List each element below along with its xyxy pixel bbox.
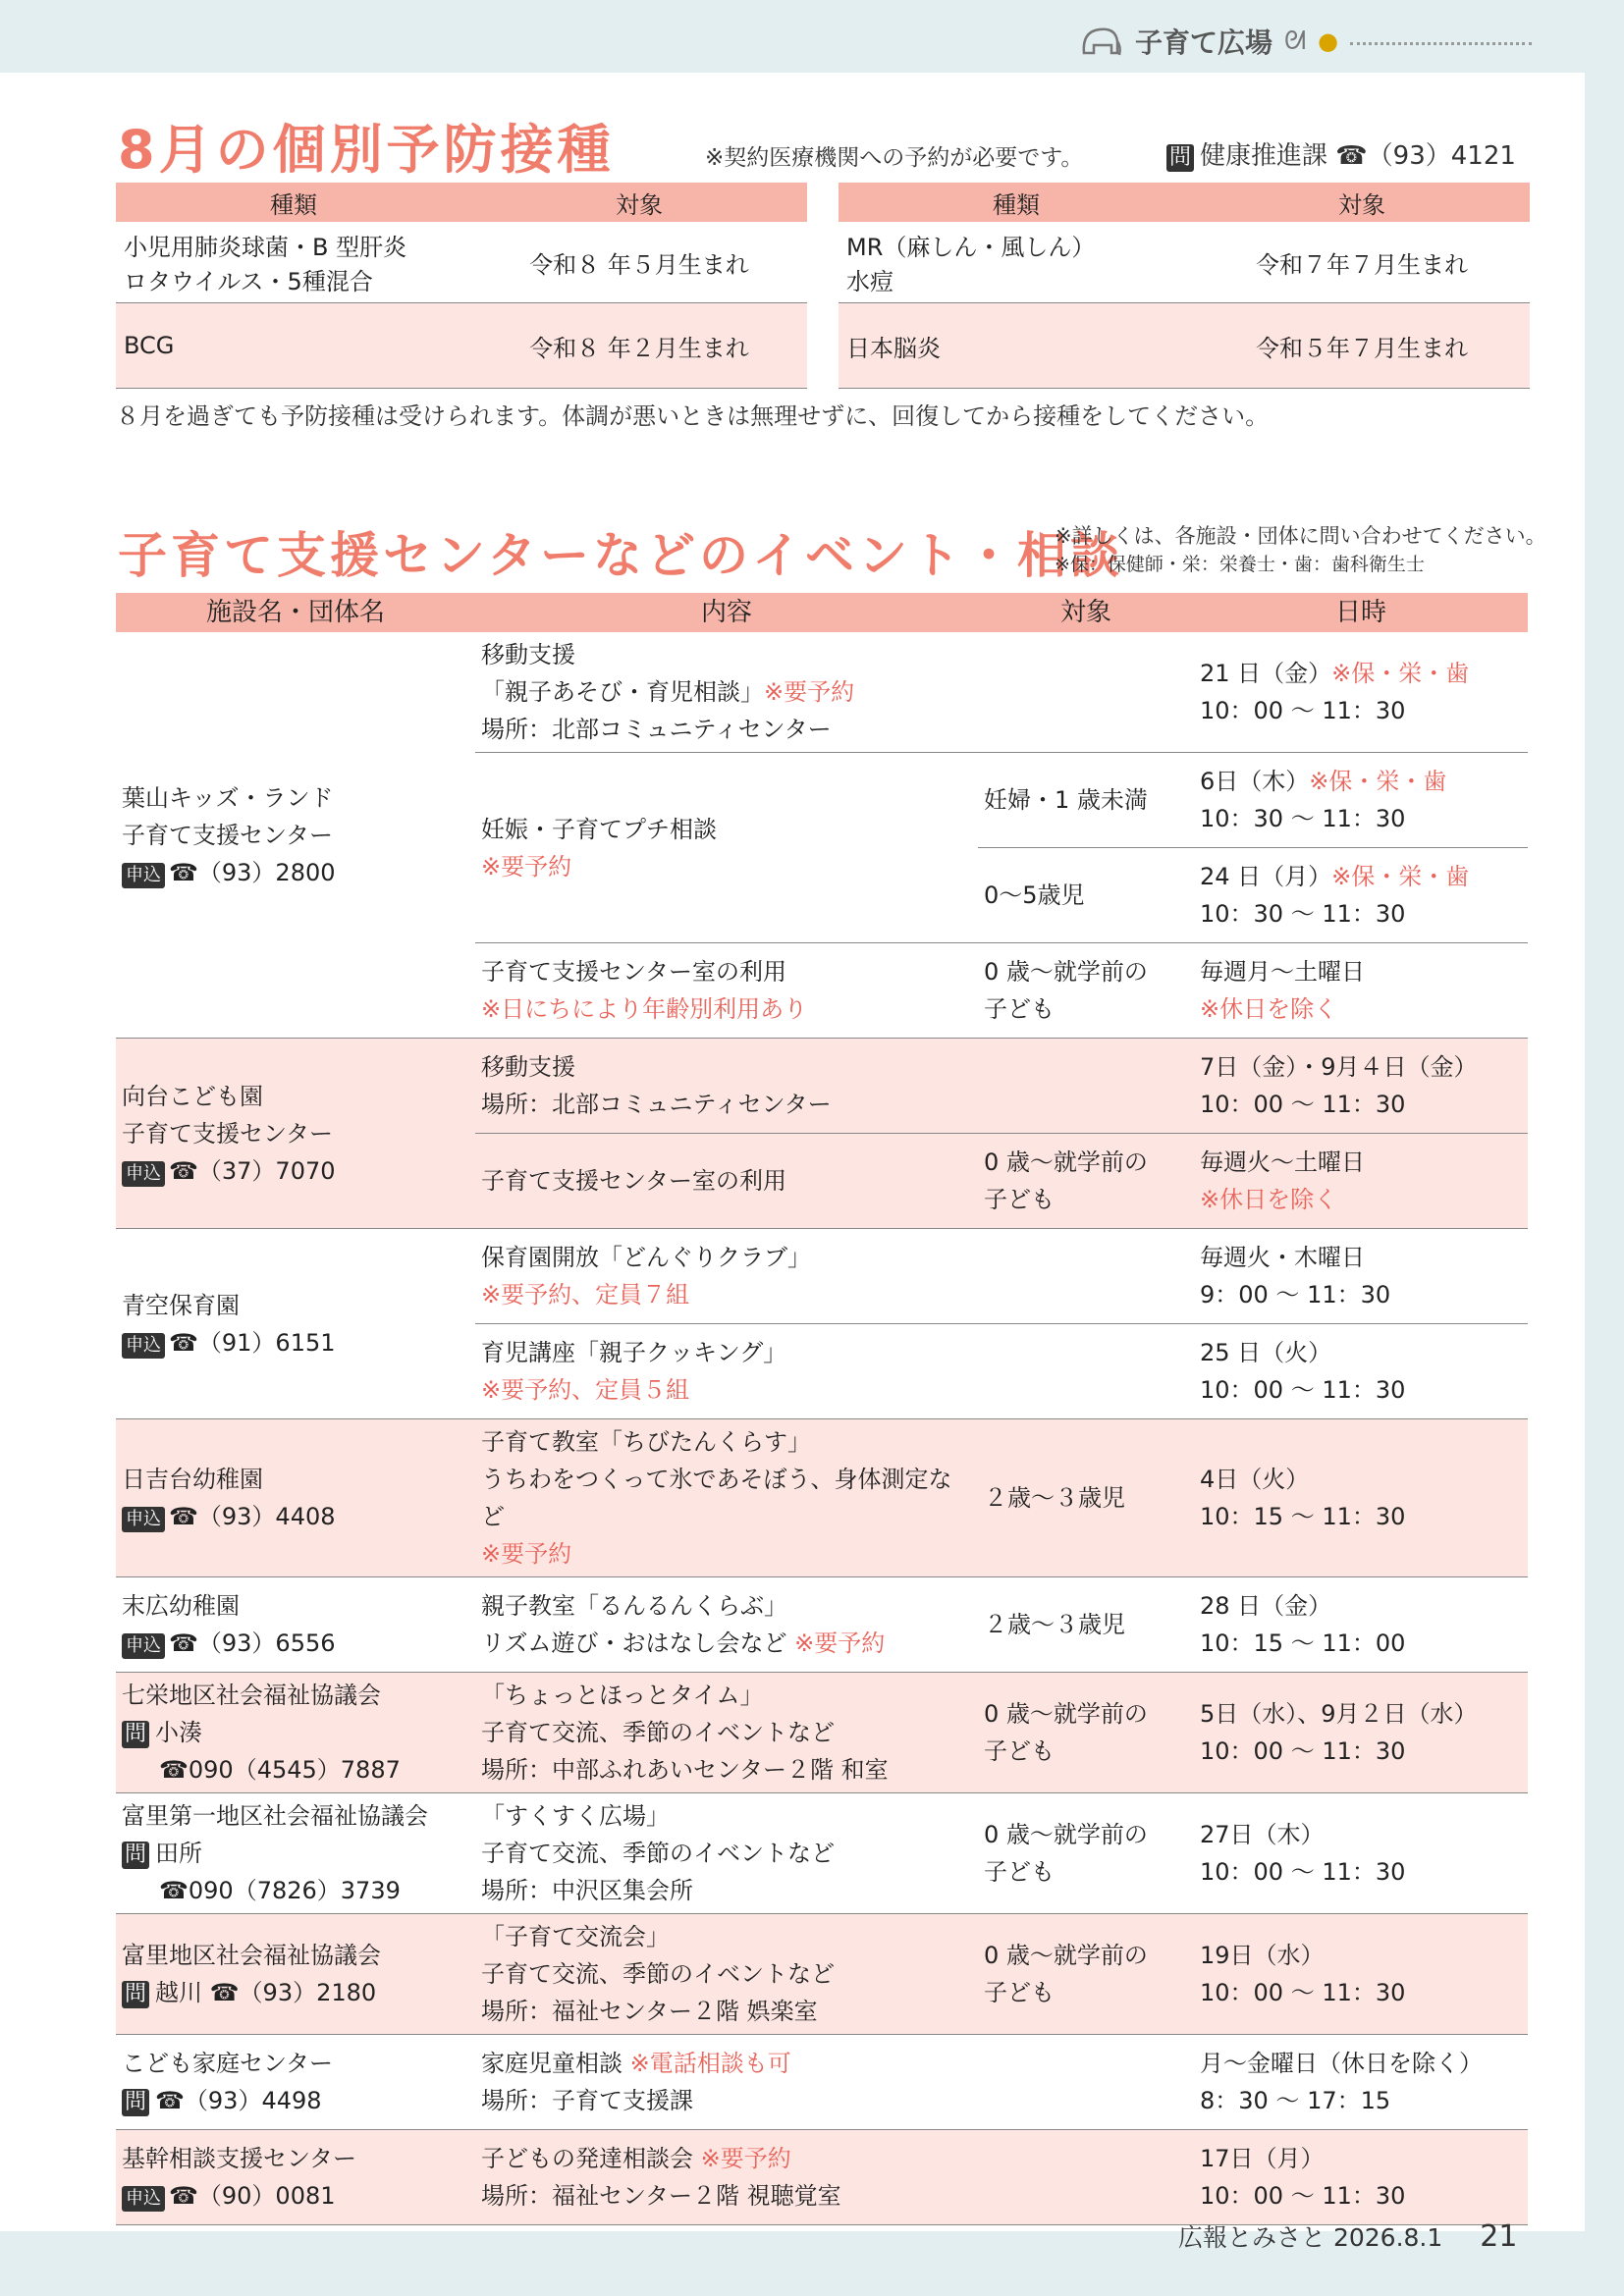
events-table [116,593,1528,2225]
table-row [839,303,1530,389]
target-cell: 0 歳〜就学前の 子ども [978,1914,1194,2035]
target-cell: 0〜5歳児 [978,848,1194,943]
datetime-cell: 7日（金）・9月４日（金） 10：00 〜 11：30 [1194,1039,1528,1134]
content-cell: 移動支援 場所：北部コミュニティセンター [475,1039,978,1134]
target-cell [978,1039,1194,1134]
vaccination-contact [1166,135,1516,172]
vaccination-title: 8月の個別予防接種 [118,119,615,181]
target-cell: 0 歳〜就学前の 子ども [978,1134,1194,1229]
table-row [116,1039,1528,1134]
datetime-cell: 27日（木） 10：00 〜 11：30 [1194,1793,1528,1914]
datetime-cell: 21 日（金）※保・栄・歯 10：00 〜 11：30 [1194,632,1528,753]
content-cell: 子どもの発達相談会 ※要予約 場所：福祉センター２階 視聴覚室 [475,2130,978,2225]
content-cell: 移動支援 「親子あそび・育児相談」※要予約 場所：北部コミュニティセンター [475,632,978,753]
bee-icon: ● [1318,27,1339,55]
datetime-cell: 毎週火〜土曜日 ※休日を除く [1194,1134,1528,1229]
vaccine-target: 令和７年７月生まれ [1194,222,1530,303]
vaccine-target: 令和８ 年２月生まれ [471,303,807,389]
datetime-cell: 月〜金曜日（休日を除く） 8：30 〜 17：15 [1194,2035,1528,2130]
content-cell: 「すくすく広場」 子育て交流、季節のイベントなど 場所：中沢区集会所 [475,1793,978,1914]
inquiry-badge: 問 [122,1721,149,1748]
table-row [116,303,807,389]
datetime-cell: 毎週月〜土曜日 ※休日を除く [1194,943,1528,1039]
apply-badge: 申込 [122,2186,165,2212]
target-cell: 0 歳〜就学前の 子ども [978,1673,1194,1793]
datetime-cell: 28 日（金） 10：15 〜 11：00 [1194,1577,1528,1673]
facility-cell: 青空保育園 申込 ☎（91）6151 [116,1229,475,1419]
content-cell: 妊娠・子育てプチ相談 ※要予約 [475,753,978,943]
vaccination-footnote: ８月を過ぎても予防接種は受けられます。体調が悪いときは無理せずに、回復してから接種をしてください。 [116,402,1270,430]
vaccine-type: 小児用肺炎球菌・B 型肝炎 ロタウイルス・5種混合 [116,222,471,303]
inquiry-badge: 問 [122,1842,149,1869]
apply-badge: 申込 [122,863,165,888]
apply-badge: 申込 [122,1333,165,1359]
section-tag [1080,14,1532,69]
col-facility: 施設名・団体名 [116,593,475,632]
vaccine-type: MR（麻しん・風しん） 水痘 [839,222,1194,303]
datetime-cell: 19日（水） 10：00 〜 11：30 [1194,1914,1528,2035]
col-target: 対象 [471,183,807,222]
table-row [116,1229,1528,1324]
dotted-line [1350,42,1532,45]
table-row [116,1577,1528,1673]
datetime-cell: 24 日（月）※保・栄・歯 10：30 〜 11：30 [1194,848,1528,943]
datetime-cell: 毎週火・木曜日 9：00 〜 11：30 [1194,1229,1528,1324]
facility-cell: 末広幼稚園 申込 ☎（93）6556 [116,1577,475,1673]
target-cell [978,1229,1194,1324]
inquiry-badge: 問 [122,1981,149,2008]
table-row [116,1673,1528,1793]
events-title: 子育て支援センターなどのイベント・相談 [118,527,1123,584]
table-row [116,1419,1528,1577]
content-cell: 親子教室「るんるんくらぶ」 リズム遊び・おはなし会など ※要予約 [475,1577,978,1673]
col-content: 内容 [475,593,978,632]
col-target: 対象 [1194,183,1530,222]
target-cell: ２歳〜３歳児 [978,1577,1194,1673]
datetime-cell: 4日（火） 10：15 〜 11：30 [1194,1419,1528,1577]
target-cell: 0 歳〜就学前の 子ども [978,1793,1194,1914]
apply-badge: 申込 [122,1507,165,1532]
content-cell: 育児講座「親子クッキング」 ※要予約、定員５組 [475,1324,978,1419]
elephant-icon [1080,24,1123,59]
table-row [116,1914,1528,2035]
vaccination-contact-text: 健康推進課 ☎（93）4121 [1200,141,1516,171]
facility-cell: 向台こども園 子育て支援センター 申込 ☎（37）7070 [116,1039,475,1229]
apply-badge: 申込 [122,1161,165,1187]
vaccine-type: 日本脳炎 [839,303,1194,389]
publication-name: 広報とみさと 2026.8.1 [1178,2223,1443,2252]
facility-cell: 七栄地区社会福祉協議会 問 小湊 ☎090（4545）7887 [116,1673,475,1793]
target-cell [978,1324,1194,1419]
apply-badge: 申込 [122,1633,165,1659]
facility-cell: 基幹相談支援センター 申込 ☎（90）0081 [116,2130,475,2225]
datetime-cell: 5日（水）、9月２日（水） 10：00 〜 11：30 [1194,1673,1528,1793]
facility-cell: 富里地区社会福祉協議会 問 越川 ☎（93）2180 [116,1914,475,2035]
facility-cell: 葉山キッズ・ランド 子育て支援センター 申込 ☎（93）2800 [116,632,475,1039]
col-datetime: 日時 [1194,593,1528,632]
vaccination-table-left [116,183,807,389]
target-cell: 0 歳〜就学前の 子ども [978,943,1194,1039]
table-row [116,2130,1528,2225]
content-cell: 家庭児童相談 ※電話相談も可 場所：子育て支援課 [475,2035,978,2130]
target-cell: ２歳〜３歳児 [978,1419,1194,1577]
events-note-1: ※詳しくは、各施設・団体に問い合わせてください。 [1055,524,1546,548]
facility-cell: 日吉台幼稚園 申込 ☎（93）4408 [116,1419,475,1577]
table-row [116,222,807,303]
col-type: 種類 [116,183,471,222]
target-cell [978,2130,1194,2225]
datetime-cell: 6日（木）※保・栄・歯 10：30 〜 11：30 [1194,753,1528,848]
inquiry-badge: 問 [1166,144,1194,172]
page-number: 21 [1480,2219,1518,2254]
table-row [116,1793,1528,1914]
events-note-2: ※保：保健師・栄：栄養士・歯：歯科衛生士 [1055,554,1425,575]
content-cell: 保育園開放「どんぐりクラブ」 ※要予約、定員７組 [475,1229,978,1324]
facility-cell: 富里第一地区社会福祉協議会 問 田所 ☎090（7826）3739 [116,1793,475,1914]
table-row [116,2035,1528,2130]
content-cell: 子育て支援センター室の利用 ※日にちにより年齢別利用あり [475,943,978,1039]
target-cell [978,2035,1194,2130]
col-type: 種類 [839,183,1194,222]
content-cell: 「子育て交流会」 子育て交流、季節のイベントなど 場所：福祉センター２階 娯楽室 [475,1914,978,2035]
target-cell [978,632,1194,753]
table-row [116,632,1528,753]
content-cell: 子育て教室「ちびたんくらす」 うちわをつくって氷であそぼう、身体測定など ※要予約 [475,1419,978,1577]
content-cell: 「ちょっとほっとタイム」 子育て交流、季節のイベントなど 場所：中部ふれあいセンター２階 和室 [475,1673,978,1793]
vaccination-notice: ※契約医療機関への予約が必要です。 [705,145,1084,171]
col-target: 対象 [978,593,1194,632]
target-cell: 妊婦・1 歳未満 [978,753,1194,848]
page-footer [1178,2218,1517,2254]
datetime-cell: 25 日（火） 10：00 〜 11：30 [1194,1324,1528,1419]
section-title: 子育て広場 [1135,27,1273,59]
rabbit-icon: ᘛ [1284,26,1307,56]
content-cell: 子育て支援センター室の利用 [475,1134,978,1229]
facility-cell: こども家庭センター 問 ☎（93）4498 [116,2035,475,2130]
table-row [839,222,1530,303]
vaccination-table-right [839,183,1530,389]
datetime-cell: 17日（月） 10：00 〜 11：30 [1194,2130,1528,2225]
vaccine-type: BCG [116,303,471,389]
vaccine-target: 令和８ 年５月生まれ [471,222,807,303]
vaccine-target: 令和５年７月生まれ [1194,303,1530,389]
inquiry-badge: 問 [122,2089,149,2116]
